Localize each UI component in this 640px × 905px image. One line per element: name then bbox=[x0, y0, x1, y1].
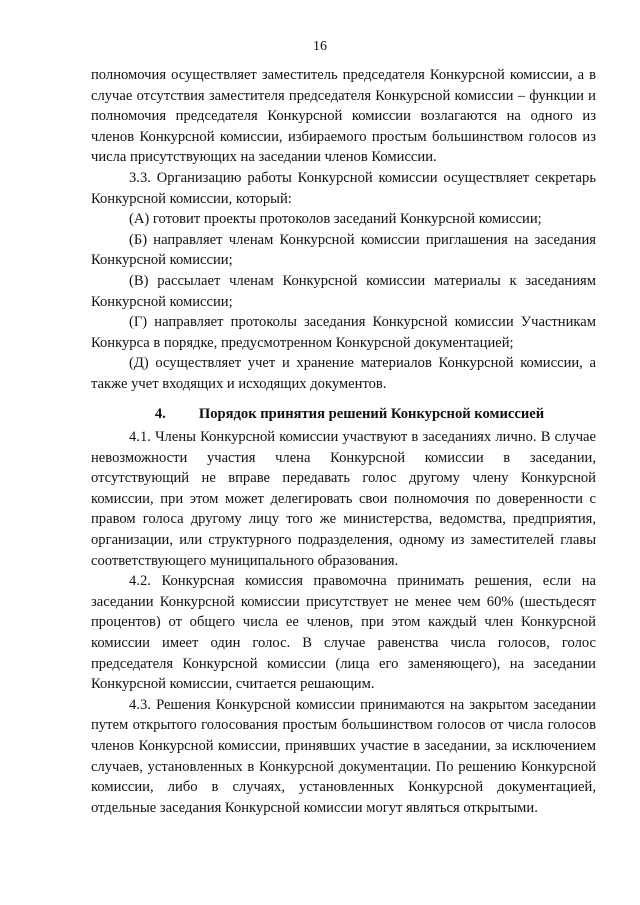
paragraph: 4.1. Члены Конкурсной комиссии участвуют в заседаниях лично. В случае невозможности участия члена Конкурсной комиссии в заседании, отсутствующий не вправе передавать голос другому члену Конкурсной комиссии, при этом может делегировать свои полномочия по доверенности с правом голоса другому лицу того же министерства, ведомства, предприятия, организации, или структурного подразделения, одному из заместителей главы соответствующего муниципального образования. bbox=[91, 429, 596, 569]
page-number: 16 bbox=[313, 39, 327, 54]
page-content bbox=[91, 65, 596, 818]
paragraph: 3.3. Организацию работы Конкурсной комиссии осуществляет секретарь Конкурсной комиссии, который: bbox=[91, 169, 596, 207]
paragraph: 4.2. Конкурсная комиссия правомочна принимать решения, если на заседании Конкурсной комиссии присутствует не менее чем 60% (шестьдесят процентов) от общего числа ее членов, при этом каждый член Конкурсной комиссии имеет один голос. В случае равенства числа голосов, голос председателя Конкурсной комиссии (лица его заменяющего), на заседании Конкурсной комиссии, считается решающим. bbox=[91, 573, 596, 693]
section-number: 4. bbox=[154, 405, 166, 422]
paragraph: полномочия осуществляет заместитель председателя Конкурсной комиссии, а в случае отсутствия заместителя председателя Конкурсной комиссии – функции и полномочия председателя Конкурсной комиссии возлагаются на одного из членов Конкурсной комиссии, избираемого простым большинством голосов из числа присутствующих на заседании членов Комиссии. bbox=[91, 67, 596, 166]
paragraph: (Г) направляет протоколы заседания Конкурсной комиссии Участникам Конкурса в порядке, предусмотренном Конкурсной документацией; bbox=[91, 314, 596, 351]
paragraph: 4.3. Решения Конкурсной комиссии принимаются на закрытом заседании путем открытого голосования простым большинством голосов от числа голосов членов Конкурсной комиссии, принявших участие в заседании, за исключением случаев, установленных в Конкурсной документации. По решению Конкурсной комиссии, либо в случаях, установленных Конкурсной документацией, отдельные заседания Конкурсной комиссии могут являться открытыми. bbox=[91, 696, 596, 816]
paragraph: (Б) направляет членам Конкурсной комиссии приглашения на заседания Конкурсной комиссии; bbox=[91, 231, 596, 269]
section-title: Порядок принятия решений Конкурсной комиссией bbox=[198, 405, 545, 422]
paragraph: (А) готовит проекты протоколов заседаний Конкурсной комиссии; bbox=[129, 211, 542, 228]
paragraph: (Д) осуществляет учет и хранение материалов Конкурсной комиссии, а также учет входящих и исходящих документов. bbox=[91, 355, 596, 392]
paragraphs-before-section bbox=[91, 65, 596, 395]
paragraphs-after-section bbox=[91, 427, 596, 818]
section-heading bbox=[91, 404, 596, 425]
paragraph: (В) рассылает членам Конкурсной комиссии материалы к заседаниям Конкурсной комиссии; bbox=[91, 272, 596, 310]
